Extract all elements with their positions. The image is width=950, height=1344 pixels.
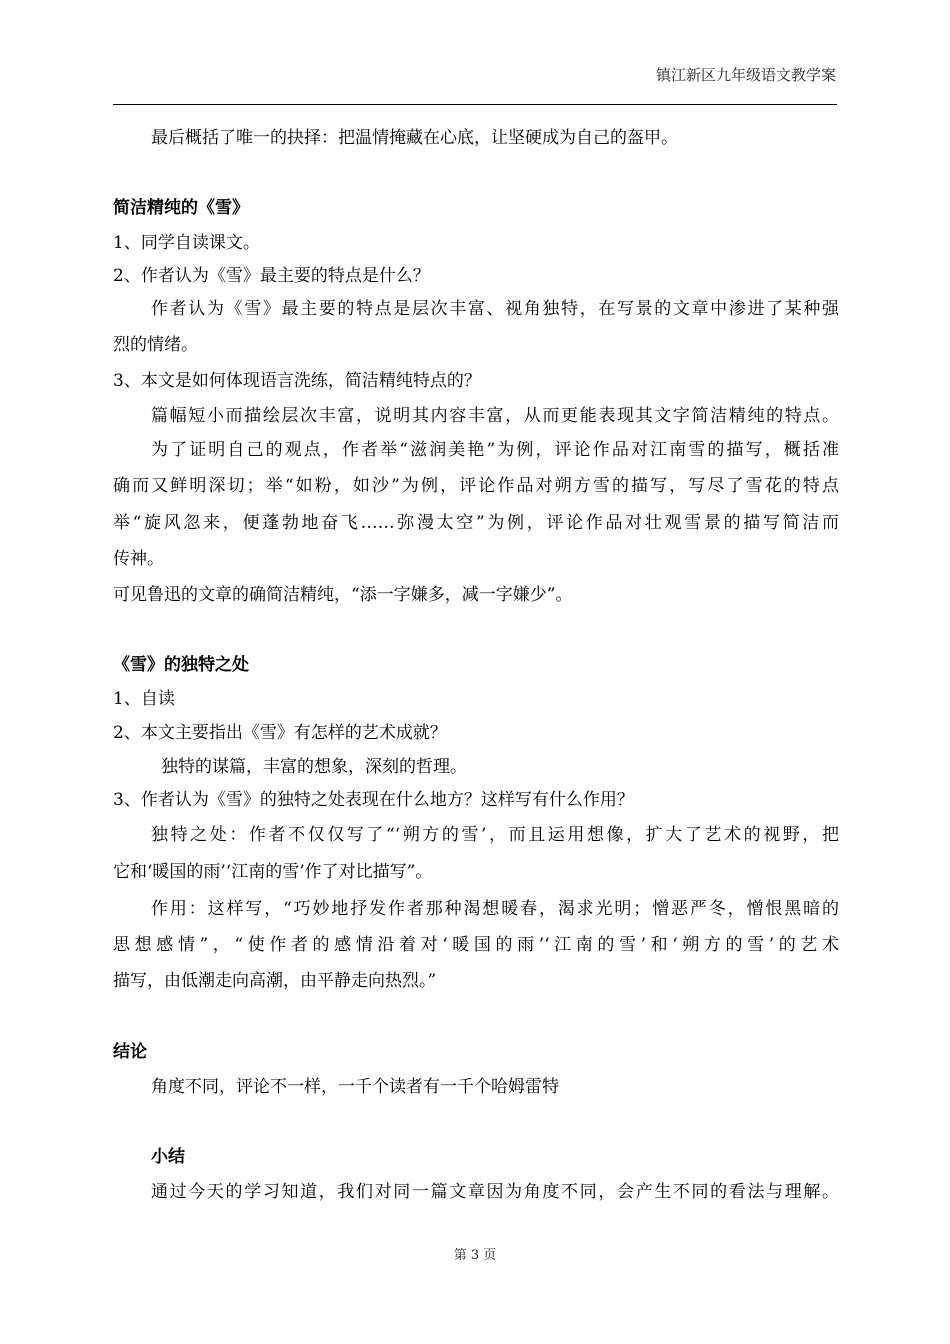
paragraph-line: 举“旋风忽来，便蓬勃地奋飞……弥漫太空”为例，评论作品对壮观雪景的描写简洁而 xyxy=(113,513,839,533)
list-item: 1、自读 xyxy=(113,689,175,709)
paragraph-line: 描写，由低潮走向高潮，由平静走向热烈。” xyxy=(113,971,437,991)
list-item: 1、同学自读课文。 xyxy=(113,233,260,253)
list-item: 3、本文是如何体现语言洗练，简洁精纯特点的？ xyxy=(113,371,481,391)
section-heading-snow-unique: 《雪》的独特之处 xyxy=(113,655,249,675)
paragraph-line: 篇幅短小而描绘层次丰富，说明其内容丰富，从而更能表现其文字简洁精纯的特点。 xyxy=(151,406,839,426)
paragraph-line: 确而又鲜明深切；举“如粉，如沙”为例，评论作品对朔方雪的描写，写尽了雪花的特点 xyxy=(113,476,839,496)
section-heading-snow-concise: 简洁精纯的《雪》 xyxy=(113,198,249,218)
paragraph-line: 思想感情”，“使作者的感情沿着对‘暖国的雨’‘江南的雪’和‘朔方的雪’的艺术 xyxy=(113,935,839,955)
page-number: 第 3 页 xyxy=(453,1248,497,1263)
section-heading-summary: 小结 xyxy=(151,1147,185,1167)
header-divider xyxy=(113,104,837,105)
list-item: 2、本文主要指出《雪》有怎样的艺术成就？ xyxy=(113,723,447,743)
list-item: 2、作者认为《雪》最主要的特点是什么？ xyxy=(113,266,430,286)
paragraph-line: 作者认为《雪》最主要的特点是层次丰富、视角独特，在写景的文章中渗进了某种强 xyxy=(151,299,839,319)
paragraph-line: 它和‘暖国的雨’‘江南的雪’作了对比描写”。 xyxy=(113,862,433,882)
paragraph-line: 可见鲁迅的文章的确简洁精纯，“添一字嫌多，减一字嫌少”。 xyxy=(113,585,573,605)
paragraph-line: 为了证明自己的观点，作者举“滋润美艳”为例，评论作品对江南雪的描写，概括准 xyxy=(151,440,839,460)
paragraph-line: 烈的情绪。 xyxy=(113,335,198,355)
paragraph-line: 独特之处：作者不仅仅写了“‘朔方的雪’，而且运用想像，扩大了艺术的视野，把 xyxy=(151,825,839,845)
paragraph-line: 传神。 xyxy=(113,549,164,569)
paragraph-line: 通过今天的学习知道，我们对同一篇文章因为角度不同，会产生不同的看法与理解。 xyxy=(151,1182,839,1202)
paragraph-line: 角度不同，评论不一样，一千个读者有一千个哈姆雷特 xyxy=(151,1077,559,1097)
paragraph-line: 最后概括了唯一的抉择：把温情掩藏在心底，让坚硬成为自己的盔甲。 xyxy=(151,128,678,148)
paragraph-line: 独特的谋篇，丰富的想象，深刻的哲理。 xyxy=(161,757,467,777)
paragraph-line: 作用：这样写，“巧妙地抒发作者那种渴想暖春，渴求光明；憎恶严冬，憎恨黑暗的 xyxy=(151,899,839,919)
page-header: 镇江新区九年级语文教学案 xyxy=(655,66,836,84)
list-item: 3、作者认为《雪》的独特之处表现在什么地方？这样写有什么作用？ xyxy=(113,790,634,810)
section-heading-conclusion: 结论 xyxy=(113,1042,147,1062)
